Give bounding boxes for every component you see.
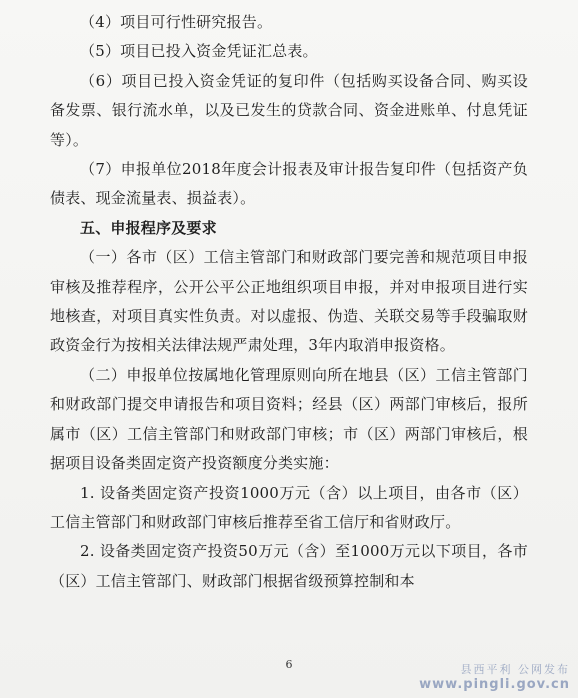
paragraph-tier-1: 1. 设备类固定资产投资1000万元（含）以上项目，由各市（区）工信主管部门和财政部门审核后推荐至省工信厅和省财政厅。	[50, 483, 528, 531]
watermark-chinese: 县西平利 公网发布	[460, 663, 570, 676]
paragraph-procedure-1: （一）各市（区）工信主管部门和财政部门要完善和规范项目申报审核及推荐程序，公开公平公正地组织项目申报，并对申报项目进行实地核查，对项目真实性负责。对以虚报、伪造、关联交易等手段骗取财政资金行为按相关法律法规严肃处理，3年内取消申报资格。	[50, 248, 528, 355]
paragraph-item-4: （4）项目可行性研究报告。	[80, 13, 273, 31]
watermark	[419, 661, 570, 692]
paragraph-item-6: （6）项目已投入资金凭证的复印件（包括购买设备合同、购买设备发票、银行流水单，以及已发生的贷款合同、资金进账单、付息凭证等）。	[50, 71, 528, 149]
paragraph-item-7: （7）申报单位2018年度会计报表及审计报告复印件（包括资产负债表、现金流量表、损益表）。	[50, 160, 528, 208]
paragraph-procedure-2: （二）申报单位按属地化管理原则向所在地县（区）工信主管部门和财政部门提交申请报告和项目资料；经县（区）两部门审核后，报所属市（区）工信主管部门和财政部门审核；市（区）两部门审核后，根据项目设备类固定资产投资额度分类实施：	[50, 365, 528, 473]
paragraph-item-5: （5）项目已投入资金凭证汇总表。	[80, 42, 318, 61]
page-number: 6	[285, 658, 293, 671]
section-heading: 五、申报程序及要求	[80, 218, 217, 237]
watermark-url: www.pingli.gov.cn	[419, 677, 570, 692]
paragraph-tier-2: 2. 设备类固定资产投资50万元（含）至1000万元以下项目，各市（区）工信主管部门、财政部门根据省级预算控制和本	[50, 542, 528, 590]
document-body	[50, 8, 528, 596]
